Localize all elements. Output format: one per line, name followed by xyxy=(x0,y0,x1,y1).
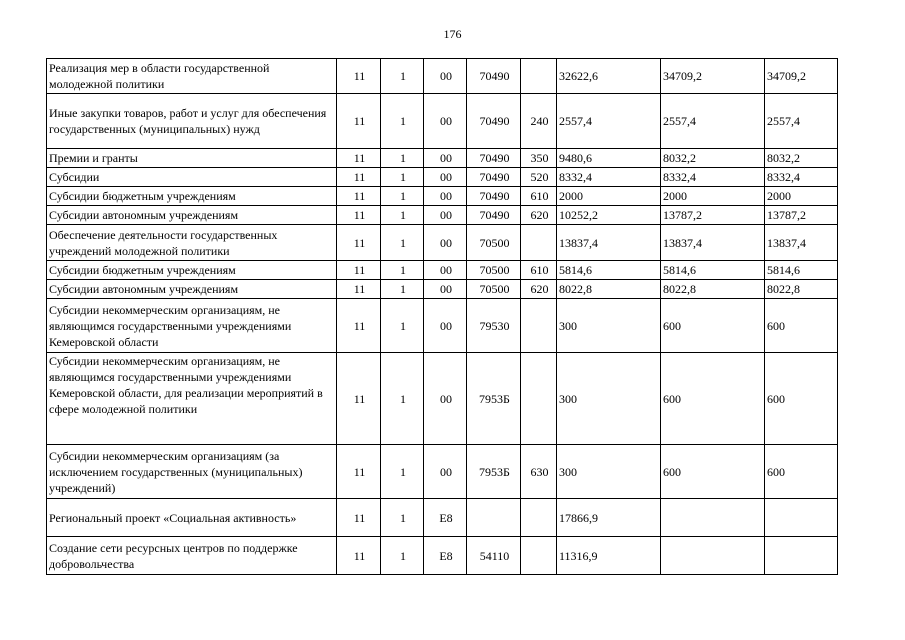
amount-year-2 xyxy=(661,537,765,575)
amount-year-2: 13787,2 xyxy=(661,206,765,225)
table-body xyxy=(47,59,838,575)
row-name: Создание сети ресурсных центров по поддержке добровольчества xyxy=(47,537,337,575)
amount-year-2: 8022,8 xyxy=(661,280,765,299)
amount-year-2: 600 xyxy=(661,353,765,445)
program-code: 00 xyxy=(424,168,467,187)
amount-year-1: 13837,4 xyxy=(557,225,661,261)
direction-code: 79530 xyxy=(467,299,521,353)
program-code: 00 xyxy=(424,59,467,94)
amount-year-2 xyxy=(661,499,765,537)
amount-year-3: 600 xyxy=(765,445,838,499)
direction-code: 70490 xyxy=(467,168,521,187)
amount-year-1: 10252,2 xyxy=(557,206,661,225)
amount-year-2: 8332,4 xyxy=(661,168,765,187)
section-code: 11 xyxy=(337,59,381,94)
amount-year-3: 34709,2 xyxy=(765,59,838,94)
row-name: Субсидии бюджетным учреждениям xyxy=(47,187,337,206)
table-row xyxy=(47,537,838,575)
amount-year-3: 2000 xyxy=(765,187,838,206)
amount-year-1: 8022,8 xyxy=(557,280,661,299)
table-row xyxy=(47,445,838,499)
table-row xyxy=(47,187,838,206)
subsection-code: 1 xyxy=(381,59,424,94)
table-row xyxy=(47,206,838,225)
direction-code: 70490 xyxy=(467,59,521,94)
section-code: 11 xyxy=(337,149,381,168)
amount-year-1: 17866,9 xyxy=(557,499,661,537)
subsection-code: 1 xyxy=(381,206,424,225)
program-code: 00 xyxy=(424,445,467,499)
amount-year-2: 34709,2 xyxy=(661,59,765,94)
subsection-code: 1 xyxy=(381,353,424,445)
direction-code: 70490 xyxy=(467,187,521,206)
program-code: 00 xyxy=(424,187,467,206)
section-code: 11 xyxy=(337,94,381,149)
amount-year-1: 5814,6 xyxy=(557,261,661,280)
table-row xyxy=(47,353,838,445)
amount-year-2: 8032,2 xyxy=(661,149,765,168)
row-name: Субсидии автономным учреждениям xyxy=(47,280,337,299)
subsection-code: 1 xyxy=(381,499,424,537)
page-number: 176 xyxy=(443,27,462,41)
row-name: Иные закупки товаров, работ и услуг для обеспечения государственных (муниципальных) нужд xyxy=(47,94,337,149)
direction-code: 7953Б xyxy=(467,445,521,499)
row-name: Субсидии бюджетным учреждениям xyxy=(47,261,337,280)
row-name: Субсидии некоммерческим организациям, не являющимся государственными учреждениями Кемеровской области, для реализации мероприятий в сфере молодежной политики xyxy=(47,353,337,445)
section-code: 11 xyxy=(337,445,381,499)
amount-year-3: 13787,2 xyxy=(765,206,838,225)
amount-year-2: 13837,4 xyxy=(661,225,765,261)
amount-year-1: 2557,4 xyxy=(557,94,661,149)
subsection-code: 1 xyxy=(381,94,424,149)
row-name: Региональный проект «Социальная активность» xyxy=(47,499,337,537)
row-name: Субсидии некоммерческим организациям (за исключением государственных (муниципальных) учреждений) xyxy=(47,445,337,499)
section-code: 11 xyxy=(337,187,381,206)
amount-year-3 xyxy=(765,537,838,575)
expense-type-code xyxy=(521,353,557,445)
section-code: 11 xyxy=(337,499,381,537)
program-code: 00 xyxy=(424,353,467,445)
program-code: E8 xyxy=(424,499,467,537)
program-code: 00 xyxy=(424,94,467,149)
amount-year-1: 300 xyxy=(557,353,661,445)
subsection-code: 1 xyxy=(381,225,424,261)
table-row xyxy=(47,499,838,537)
row-name: Обеспечение деятельности государственных учреждений молодежной политики xyxy=(47,225,337,261)
table-row xyxy=(47,149,838,168)
amount-year-1: 32622,6 xyxy=(557,59,661,94)
expense-type-code xyxy=(521,499,557,537)
section-code: 11 xyxy=(337,225,381,261)
expense-type-code: 620 xyxy=(521,280,557,299)
amount-year-1: 300 xyxy=(557,445,661,499)
row-name: Субсидии некоммерческим организациям, не являющимся государственными учреждениями Кемеровской области xyxy=(47,299,337,353)
section-code: 11 xyxy=(337,168,381,187)
table-row xyxy=(47,225,838,261)
amount-year-2: 600 xyxy=(661,299,765,353)
amount-year-1: 9480,6 xyxy=(557,149,661,168)
amount-year-2: 5814,6 xyxy=(661,261,765,280)
amount-year-2: 2000 xyxy=(661,187,765,206)
expense-type-code xyxy=(521,225,557,261)
amount-year-3: 2557,4 xyxy=(765,94,838,149)
amount-year-3: 13837,4 xyxy=(765,225,838,261)
subsection-code: 1 xyxy=(381,149,424,168)
program-code: 00 xyxy=(424,261,467,280)
program-code: E8 xyxy=(424,537,467,575)
direction-code: 70490 xyxy=(467,94,521,149)
direction-code: 70490 xyxy=(467,149,521,168)
expense-type-code: 240 xyxy=(521,94,557,149)
section-code: 11 xyxy=(337,353,381,445)
amount-year-3: 8022,8 xyxy=(765,280,838,299)
table-row xyxy=(47,261,838,280)
direction-code: 70500 xyxy=(467,225,521,261)
amount-year-1: 2000 xyxy=(557,187,661,206)
direction-code: 54110 xyxy=(467,537,521,575)
amount-year-1: 300 xyxy=(557,299,661,353)
table-row xyxy=(47,94,838,149)
expense-type-code xyxy=(521,59,557,94)
direction-code: 70500 xyxy=(467,280,521,299)
amount-year-3: 5814,6 xyxy=(765,261,838,280)
amount-year-3: 8332,4 xyxy=(765,168,838,187)
amount-year-2: 2557,4 xyxy=(661,94,765,149)
expense-type-code: 630 xyxy=(521,445,557,499)
expense-type-code: 520 xyxy=(521,168,557,187)
amount-year-2: 600 xyxy=(661,445,765,499)
direction-code: 7953Б xyxy=(467,353,521,445)
expense-type-code: 610 xyxy=(521,261,557,280)
subsection-code: 1 xyxy=(381,299,424,353)
table-row xyxy=(47,280,838,299)
subsection-code: 1 xyxy=(381,280,424,299)
program-code: 00 xyxy=(424,149,467,168)
subsection-code: 1 xyxy=(381,445,424,499)
program-code: 00 xyxy=(424,225,467,261)
table-row xyxy=(47,168,838,187)
amount-year-1: 11316,9 xyxy=(557,537,661,575)
direction-code xyxy=(467,499,521,537)
amount-year-3: 600 xyxy=(765,299,838,353)
program-code: 00 xyxy=(424,206,467,225)
expense-type-code xyxy=(521,537,557,575)
expense-type-code: 350 xyxy=(521,149,557,168)
direction-code: 70490 xyxy=(467,206,521,225)
row-name: Субсидии xyxy=(47,168,337,187)
expense-type-code: 610 xyxy=(521,187,557,206)
section-code: 11 xyxy=(337,299,381,353)
amount-year-3: 8032,2 xyxy=(765,149,838,168)
expense-type-code xyxy=(521,299,557,353)
budget-table xyxy=(46,58,838,575)
direction-code: 70500 xyxy=(467,261,521,280)
row-name: Премии и гранты xyxy=(47,149,337,168)
row-name: Субсидии автономным учреждениям xyxy=(47,206,337,225)
program-code: 00 xyxy=(424,280,467,299)
row-name: Реализация мер в области государственной молодежной политики xyxy=(47,59,337,94)
section-code: 11 xyxy=(337,537,381,575)
table-row xyxy=(47,59,838,94)
section-code: 11 xyxy=(337,261,381,280)
amount-year-1: 8332,4 xyxy=(557,168,661,187)
section-code: 11 xyxy=(337,206,381,225)
subsection-code: 1 xyxy=(381,537,424,575)
subsection-code: 1 xyxy=(381,187,424,206)
section-code: 11 xyxy=(337,280,381,299)
expense-type-code: 620 xyxy=(521,206,557,225)
subsection-code: 1 xyxy=(381,168,424,187)
table-row xyxy=(47,299,838,353)
program-code: 00 xyxy=(424,299,467,353)
amount-year-3 xyxy=(765,499,838,537)
subsection-code: 1 xyxy=(381,261,424,280)
amount-year-3: 600 xyxy=(765,353,838,445)
